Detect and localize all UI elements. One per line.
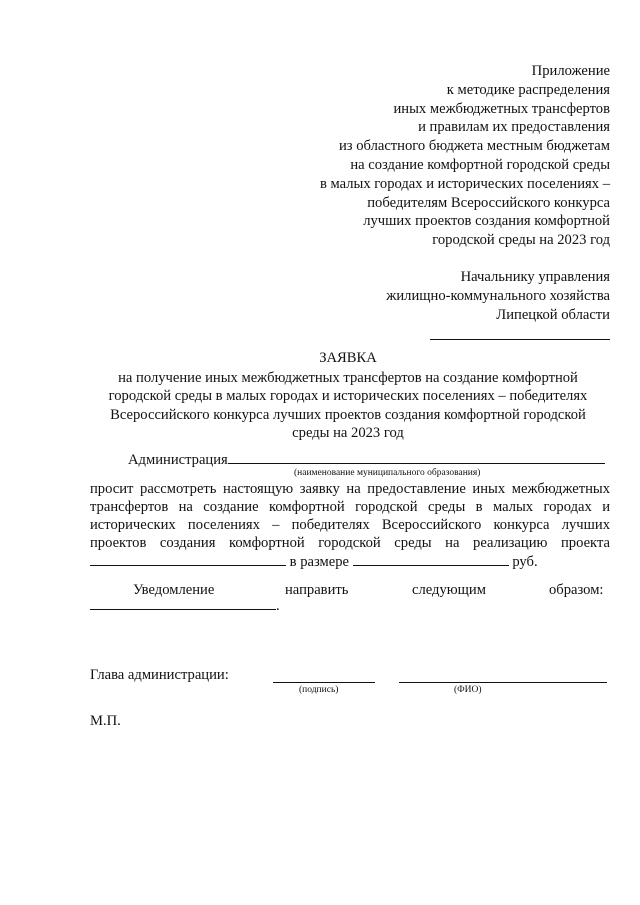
title-heading: ЗАЯВКА bbox=[319, 350, 377, 366]
appendix-line: в малых городах и исторических поселениях – bbox=[319, 175, 610, 192]
appendix-line: лучших проектов создания комфортной bbox=[363, 213, 610, 230]
addressee-name-blank[interactable] bbox=[430, 325, 610, 340]
title-line: городской среды в малых городах и исторических поселениях – победителях bbox=[108, 388, 588, 405]
amount-label: в размере bbox=[289, 554, 350, 570]
municipality-caption: (наименование муниципального образования) bbox=[294, 468, 481, 478]
amount-row bbox=[90, 553, 538, 571]
title-line: среды на 2023 год bbox=[292, 425, 404, 442]
title-line: Всероссийского конкурса лучших проектов создания комфортной городской bbox=[110, 406, 586, 423]
notice-word: Уведомление bbox=[133, 582, 215, 598]
addressee-line: жилищно-коммунального хозяйства bbox=[386, 288, 610, 304]
amount-blank[interactable] bbox=[353, 553, 509, 566]
addressee-line: Липецкой области bbox=[496, 307, 610, 323]
signature-blank[interactable] bbox=[273, 670, 375, 683]
stamp-place-label: М.П. bbox=[90, 713, 121, 729]
appendix-line: на создание комфортной городской среды bbox=[350, 156, 610, 173]
appendix-line: иных межбюджетных трансфертов bbox=[393, 100, 610, 117]
notice-word: образом: bbox=[549, 582, 604, 598]
title-line: на получение иных межбюджетных трансфертов на создание комфортной bbox=[118, 369, 578, 386]
request-paragraph-line: трансфертов на создание комфортной городской среды в малых городах и bbox=[90, 499, 610, 515]
request-paragraph-line: проектов создания комфортной городской среды на реализацию проекта bbox=[90, 535, 610, 551]
full-name-caption: (ФИО) bbox=[454, 685, 482, 695]
administration-label: Администрация bbox=[128, 452, 228, 468]
notice-method-row: . bbox=[90, 597, 280, 615]
notice-method-blank[interactable] bbox=[90, 597, 276, 610]
notice-word: следующим bbox=[412, 582, 486, 598]
appendix-line: и правилам их предоставления bbox=[418, 119, 610, 136]
signature-caption: (подпись) bbox=[299, 685, 339, 695]
appendix-line: к методике распределения bbox=[446, 81, 610, 98]
addressee-block bbox=[386, 268, 610, 346]
document-title bbox=[86, 349, 610, 443]
project-name-blank[interactable] bbox=[90, 553, 286, 566]
request-paragraph-line: просит рассмотреть настоящую заявку на предоставление иных межбюджетных bbox=[90, 481, 610, 497]
appendix-line: из областного бюджета местным бюджетам bbox=[338, 138, 610, 155]
head-of-administration-label: Глава администрации: bbox=[90, 667, 229, 683]
request-paragraph-line: исторических поселениях – победителях Всероссийского конкурса лучших bbox=[90, 517, 610, 533]
administration-row bbox=[128, 451, 605, 469]
appendix-line: победителям Всероссийского конкурса bbox=[367, 194, 610, 211]
municipality-name-blank[interactable] bbox=[228, 451, 605, 464]
notice-word: направить bbox=[285, 582, 349, 598]
full-name-blank[interactable] bbox=[399, 670, 607, 683]
appendix-header bbox=[320, 62, 610, 250]
appendix-line: городской среды на 2023 год bbox=[432, 232, 610, 249]
addressee-line: Начальнику управления bbox=[460, 269, 610, 285]
appendix-line: Приложение bbox=[531, 63, 610, 79]
currency-label: руб. bbox=[512, 554, 538, 570]
